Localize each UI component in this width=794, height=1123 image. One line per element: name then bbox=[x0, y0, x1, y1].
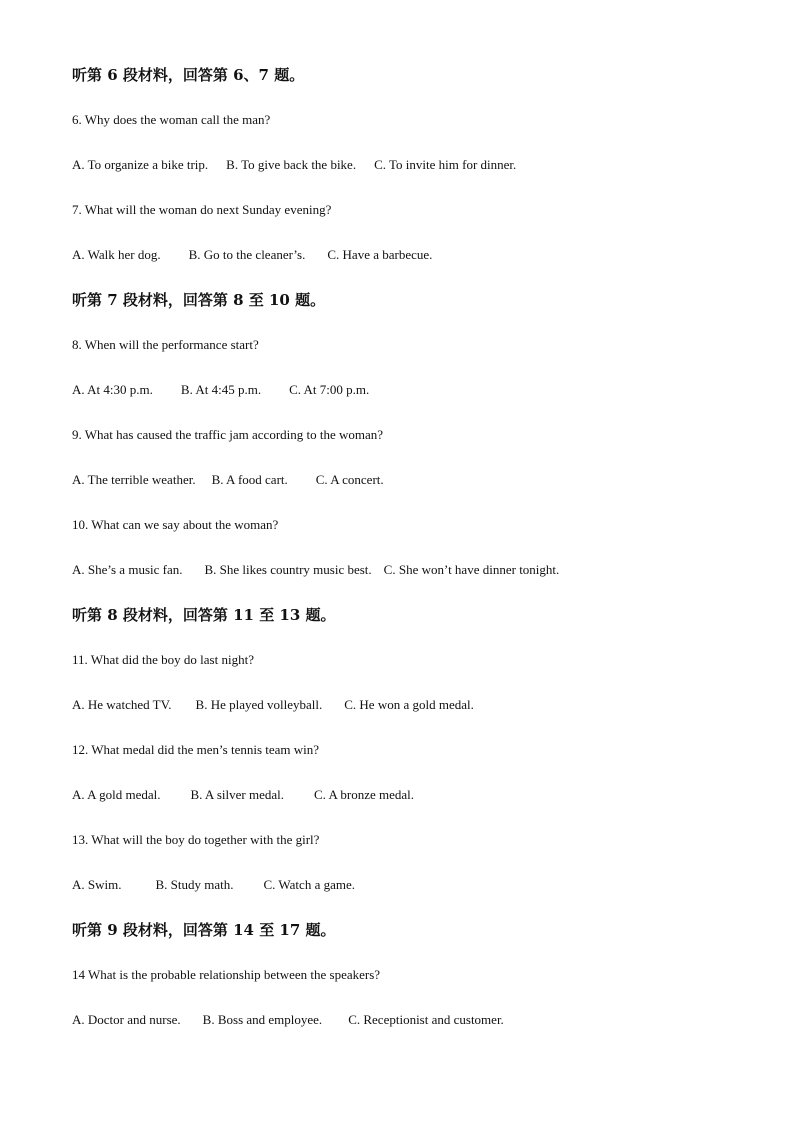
option-b: B. She likes country music best. bbox=[204, 562, 372, 577]
answer-options bbox=[72, 379, 732, 401]
answer-options bbox=[72, 784, 732, 806]
answer-options bbox=[72, 154, 732, 176]
option-b: B. Boss and employee. bbox=[202, 1012, 323, 1027]
option-a: A. A gold medal. bbox=[72, 787, 161, 802]
option-a: A. To organize a bike trip. bbox=[72, 157, 209, 172]
answer-options bbox=[72, 469, 732, 491]
section-heading: 听第 8 段材料，回答第 11 至 13 题。 bbox=[72, 606, 336, 624]
option-b: B. To give back the bike. bbox=[226, 157, 357, 172]
option-a: A. She’s a music fan. bbox=[72, 562, 183, 577]
option-a: A. Swim. bbox=[72, 877, 122, 892]
option-c: C. Receptionist and customer. bbox=[348, 1012, 504, 1027]
option-b: B. Go to the cleaner’s. bbox=[188, 247, 306, 262]
option-b: B. He played volleyball. bbox=[195, 697, 323, 712]
question-stem: 8. When will the performance start? bbox=[72, 337, 259, 352]
question-stem: 14 What is the probable relationship between the speakers? bbox=[72, 967, 381, 982]
exam-page bbox=[72, 64, 732, 1054]
answer-options bbox=[72, 559, 732, 581]
answer-options bbox=[72, 1009, 732, 1031]
answer-options bbox=[72, 244, 732, 266]
question-stem: 6. Why does the woman call the man? bbox=[72, 112, 271, 127]
option-a: A. The terrible weather. bbox=[72, 472, 196, 487]
option-b: B. At 4:45 p.m. bbox=[180, 382, 262, 397]
section-heading: 听第 9 段材料，回答第 14 至 17 题。 bbox=[72, 921, 336, 939]
option-b: B. A food cart. bbox=[211, 472, 288, 487]
option-a: A. He watched TV. bbox=[72, 697, 172, 712]
answer-options bbox=[72, 694, 732, 716]
option-c: C. A bronze medal. bbox=[314, 787, 415, 802]
section-heading: 听第 7 段材料，回答第 8 至 10 题。 bbox=[72, 291, 326, 309]
option-a: A. At 4:30 p.m. bbox=[72, 382, 153, 397]
option-c: C. At 7:00 p.m. bbox=[289, 382, 370, 397]
question-stem: 12. What medal did the men’s tennis team win? bbox=[72, 742, 320, 757]
option-a: A. Walk her dog. bbox=[72, 247, 161, 262]
option-b: B. Study math. bbox=[155, 877, 234, 892]
option-c: C. Watch a game. bbox=[263, 877, 355, 892]
option-c: C. Have a barbecue. bbox=[327, 247, 433, 262]
question-stem: 10. What can we say about the woman? bbox=[72, 517, 279, 532]
answer-options bbox=[72, 874, 732, 896]
option-c: C. To invite him for dinner. bbox=[374, 157, 517, 172]
question-stem: 7. What will the woman do next Sunday evening? bbox=[72, 202, 332, 217]
option-a: A. Doctor and nurse. bbox=[72, 1012, 181, 1027]
option-c: C. A concert. bbox=[315, 472, 384, 487]
option-b: B. A silver medal. bbox=[190, 787, 284, 802]
option-c: C. She won’t have dinner tonight. bbox=[383, 562, 560, 577]
question-stem: 9. What has caused the traffic jam according to the woman? bbox=[72, 427, 384, 442]
section-heading: 听第 6 段材料，回答第 6、7 题。 bbox=[72, 66, 305, 84]
question-stem: 11. What did the boy do last night? bbox=[72, 652, 254, 667]
question-stem: 13. What will the boy do together with the girl? bbox=[72, 832, 320, 847]
option-c: C. He won a gold medal. bbox=[344, 697, 474, 712]
